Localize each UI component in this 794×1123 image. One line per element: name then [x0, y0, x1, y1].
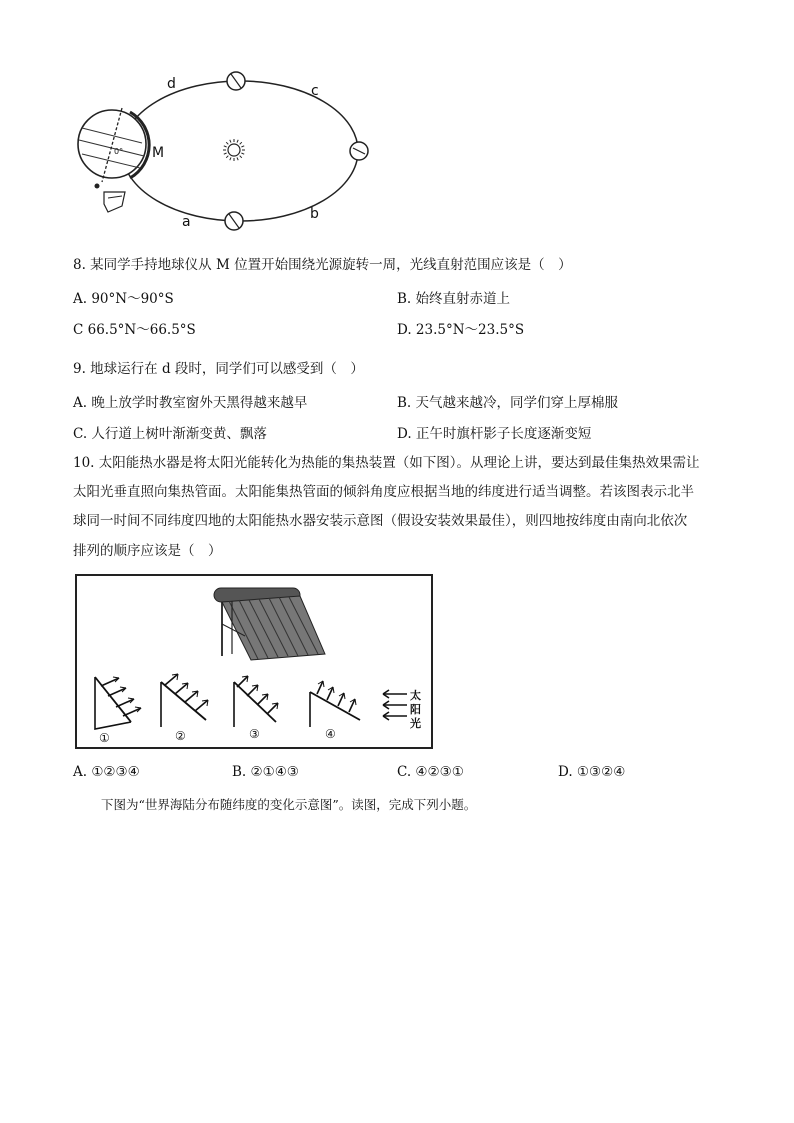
- question-8-option-d[interactable]: D. 23.5°N～23.5°S: [397, 322, 525, 338]
- question-8-option-c[interactable]: C 66.5°N～66.5°S: [73, 322, 196, 338]
- question-9-stem: 9. 地球运行在 d 段时，同学们可以感受到（ ）: [73, 361, 364, 377]
- question-10-line-1: 10. 太阳能热水器是将太阳光能转化为热能的集热装置（如下图）。从理论上讲，要达到最佳集热效果需让: [73, 455, 700, 471]
- question-9-option-b[interactable]: B. 天气越来越冷，同学们穿上厚棉服: [397, 395, 619, 411]
- question-10-option-c[interactable]: C. ④②③①: [397, 764, 464, 780]
- question-10-line-3: 球同一时间不同纬度四地的太阳能热水器安装示意图（假设安装效果最佳），则四地按纬度由南向北依次: [73, 513, 688, 529]
- question-9-option-a[interactable]: A. 晚上放学时教室窗外天黑得越来越早: [73, 395, 308, 411]
- earth-right-icon: [350, 142, 368, 160]
- marker-4: ④: [325, 727, 336, 741]
- label-equator: 0°: [114, 147, 124, 156]
- label-a: a: [182, 214, 191, 230]
- earth-bottom-icon: [225, 212, 243, 230]
- solar-heater-figure: [75, 574, 433, 749]
- sun-label-1: 太: [410, 689, 421, 702]
- marker-1: ①: [99, 731, 110, 745]
- marker-2: ②: [175, 729, 186, 743]
- sun-label-3: 光: [410, 717, 421, 730]
- label-c: c: [311, 83, 319, 99]
- earth-top-icon: [227, 72, 245, 90]
- question-10-option-b[interactable]: B. ②①④③: [232, 764, 299, 780]
- sun-label-2: 阳: [410, 703, 421, 716]
- orbit-figure: [70, 64, 380, 240]
- sunlight-arrows: [383, 690, 407, 720]
- question-8-stem: 8. 某同学手持地球仪从 M 位置开始围绕光源旋转一周，光线直射范围应该是（ ）: [73, 257, 572, 273]
- globe-at-m: [78, 108, 149, 212]
- question-10-line-2: 太阳光垂直照向集热管面。太阳能集热管面的倾斜角度应根据当地的纬度进行适当调整。若该图表示北半: [73, 484, 694, 500]
- label-m: M: [152, 145, 165, 161]
- question-9-option-d[interactable]: D. 正午时旗杆影子长度逐渐变短: [397, 426, 592, 442]
- next-section-intro: 下图为“世界海陆分布随纬度的变化示意图”。读图，完成下列小题。: [101, 797, 477, 812]
- label-b: b: [310, 206, 319, 222]
- label-d: d: [167, 76, 176, 92]
- question-10-option-d[interactable]: D. ①③②④: [558, 764, 626, 780]
- question-9-option-c[interactable]: C. 人行道上树叶渐渐变黄、飘落: [73, 426, 267, 442]
- question-8-option-b[interactable]: B. 始终直射赤道上: [397, 291, 511, 307]
- question-10-line-4: 排列的顺序应该是（ ）: [73, 543, 222, 559]
- question-8-option-a[interactable]: A. 90°N～90°S: [73, 291, 174, 307]
- marker-3: ③: [249, 727, 260, 741]
- question-10-option-a[interactable]: A. ①②③④: [73, 764, 140, 780]
- sun-icon: [223, 139, 245, 161]
